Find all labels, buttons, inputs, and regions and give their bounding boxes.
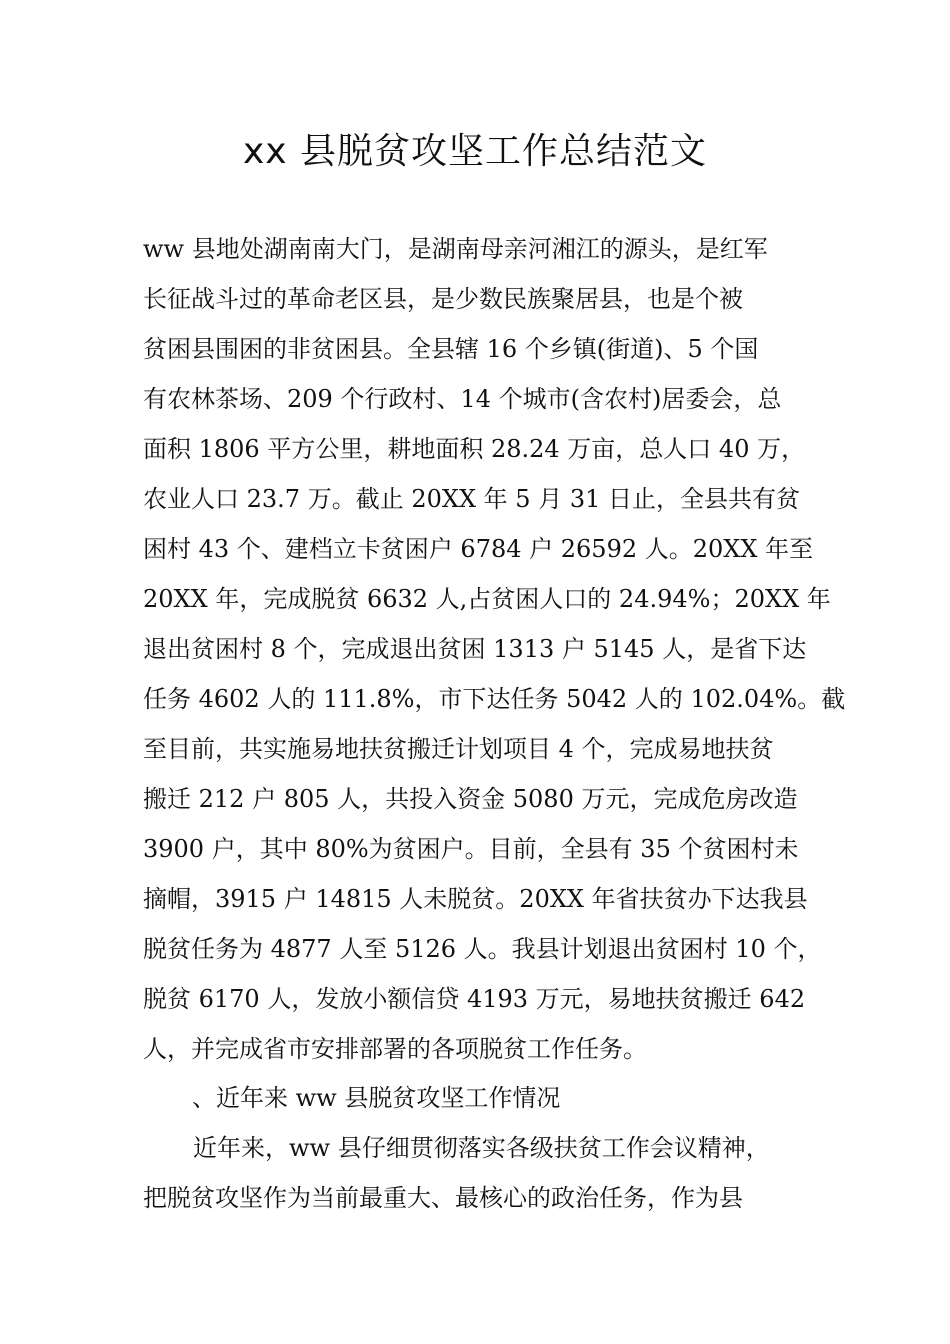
paragraph-line: 近年来，ww 县仔细贯彻落实各级扶贫工作会议精神， xyxy=(193,1134,770,1162)
paragraph-line: 困村 43 个、建档立卡贫困户 6784 户 26592 人。20XX 年至 xyxy=(143,535,814,563)
paragraph-line: 任务 4602 人的 111.8%，市下达任务 5042 人的 102.04%。截 xyxy=(143,685,846,713)
intro-paragraph xyxy=(143,224,846,1074)
paragraph-line: 农业人口 23.7 万。截止 20XX 年 5 月 31 日止，全县共有贫 xyxy=(143,485,800,513)
section-paragraph xyxy=(143,1123,823,1223)
section-heading-text: 、近年来 ww 县脱贫攻坚工作情况 xyxy=(192,1084,561,1112)
document-title: xx 县脱贫攻坚工作总结范文 xyxy=(242,131,708,172)
paragraph-line: 有农林茶场、209 个行政村、14 个城市(含农村)居委会，总 xyxy=(143,385,782,413)
paragraph-line: 脱贫任务为 4877 人至 5126 人。我县计划退出贫困村 10 个， xyxy=(143,935,822,963)
paragraph-line: 至目前，共实施易地扶贫搬迁计划项目 4 个，完成易地扶贫 xyxy=(143,735,774,763)
paragraph-line: 脱贫 6170 人，发放小额信贷 4193 万元，易地扶贫搬迁 642 xyxy=(143,985,806,1013)
paragraph-line: 摘帽，3915 户 14815 人未脱贫。20XX 年省扶贫办下达我县 xyxy=(143,885,808,913)
paragraph-line: 长征战斗过的革命老区县，是少数民族聚居县，也是个被 xyxy=(143,285,743,313)
paragraph-line: 贫困县围困的非贫困县。全县辖 16 个乡镇(街道)、5 个国 xyxy=(143,335,759,363)
paragraph-line: ww 县地处湖南南大门，是湖南母亲河湘江的源头，是红军 xyxy=(143,235,768,263)
paragraph-line: 把脱贫攻坚作为当前最重大、最核心的政治任务，作为县 xyxy=(143,1184,743,1212)
paragraph-line: 人，并完成省市安排部署的各项脱贫工作任务。 xyxy=(143,1035,647,1063)
paragraph-line: 面积 1806 平方公里，耕地面积 28.24 万亩，总人口 40 万， xyxy=(143,435,806,463)
paragraph-line: 搬迁 212 户 805 人，共投入资金 5080 万元，完成危房改造 xyxy=(143,785,798,813)
paragraph-line: 20XX 年，完成脱贫 6632 人,占贫困人口的 24.94%；20XX 年 xyxy=(143,585,831,613)
section-heading xyxy=(192,1073,872,1123)
paragraph-line: 3900 户，其中 80%为贫困户。目前，全县有 35 个贫困村未 xyxy=(143,835,799,863)
paragraph-line: 退出贫困村 8 个，完成退出贫困 1313 户 5145 人，是省下达 xyxy=(143,635,807,663)
